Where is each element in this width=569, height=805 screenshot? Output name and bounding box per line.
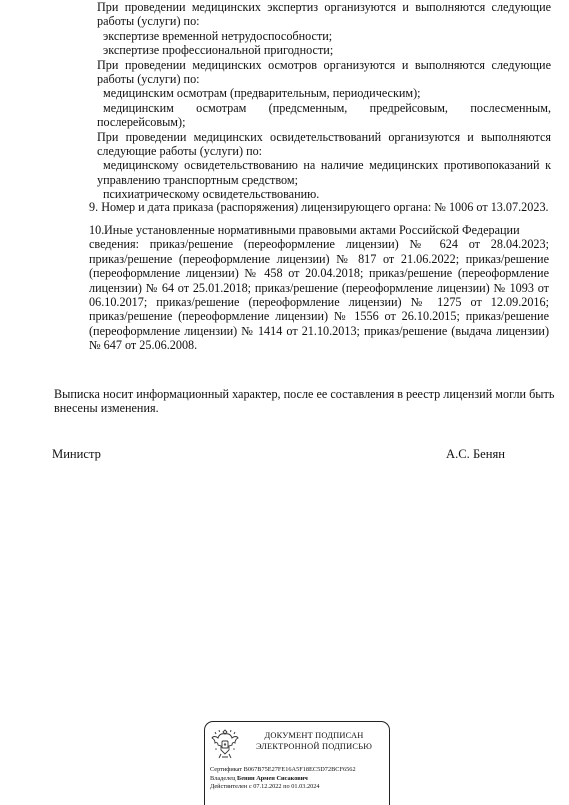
list-item xyxy=(97,101,551,115)
item-text xyxy=(89,223,549,353)
item-10-line: приказ/решение (переоформление лицензии) № 1556 от 26.10.2015; приказ/решение xyxy=(89,309,549,324)
certificate-owner xyxy=(210,775,385,784)
paragraph-line: При проведении медицинских освидетельствований организуются и выполняются xyxy=(97,129,551,144)
item-9 xyxy=(89,200,559,214)
item-10-line: № 647 от 25.06.2008. xyxy=(89,338,198,353)
stamp-info xyxy=(210,766,385,792)
list-item: управлению транспортным средством; xyxy=(97,172,298,187)
section-8-continuation xyxy=(97,0,551,202)
paragraph-line: следующие работы (услуги) по: xyxy=(97,144,263,159)
certificate-number: Сертификат B067B75E27FE16A5F18EC5D72BCF6562 xyxy=(210,766,356,773)
list-item: медицинскому освидетельствованию на наличие медицинских противопоказаний к xyxy=(103,158,551,173)
stamp-title xyxy=(243,731,385,752)
item-10-line: (переоформление лицензии) № 1414 от 21.10.2013; приказ/решение (выдача лицензии) xyxy=(89,323,549,338)
owner-label: Владелец xyxy=(210,774,236,782)
item-number: 9. xyxy=(89,200,99,214)
coat-of-arms-icon xyxy=(210,727,240,761)
owner-name: Бенян Армен Сисакович xyxy=(237,774,308,782)
list-item: психиатрическому освидетельствованию. xyxy=(103,187,320,202)
item-10-line: лицензии) № 64 от 25.01.2018; приказ/решение (переоформление лицензии) № 1093 от xyxy=(89,280,549,295)
list-item: экспертизе временной нетрудоспособности; xyxy=(103,28,333,43)
item-number: 10. xyxy=(89,223,105,237)
paragraph-line: При проведении медицинских экспертиз организуются и выполняются следующие xyxy=(97,0,551,14)
signatory-position: Министр xyxy=(52,447,101,461)
item-10-line: 06.10.2017; приказ/решение (переоформление лицензии) № 1275 от 12.09.2016; xyxy=(89,295,549,310)
item-10-line: Иные установленные нормативными правовыми актами Российской Федерации xyxy=(104,223,520,237)
spread-line xyxy=(103,101,551,115)
item-text: Номер и дата приказа (распоряжения) лицензирующего органа: № 1006 от 13.07.2023. xyxy=(101,200,549,214)
item-10-line: (переоформление лицензии) № 458 от 20.04.2018; приказ/решение (переоформление xyxy=(89,266,549,281)
list-item: медицинским осмотрам (предварительным, периодическим); xyxy=(103,86,421,101)
item-10-line: сведения: приказ/решение (переоформление лицензии) № 624 от 28.04.2023; xyxy=(89,237,549,252)
stamp-title-line: ДОКУМЕНТ ПОДПИСАН xyxy=(264,731,364,740)
certificate-validity: Действителен с 07.12.2022 по 01.03.2024 xyxy=(210,783,320,791)
signatory-name: А.С. Бенян xyxy=(446,447,506,461)
paragraph-line: работы (услуги) по: xyxy=(97,72,200,87)
item-10-line: приказ/решение (переоформление лицензии) № 817 от 21.06.2022; приказ/решение xyxy=(89,251,549,266)
list-item: послерейсовым); xyxy=(97,115,186,130)
notice-text xyxy=(54,387,554,416)
electronic-signature-stamp xyxy=(204,721,390,805)
paragraph-line: работы (услуги) по: xyxy=(97,14,200,29)
notice-line: внесены изменения. xyxy=(54,401,159,416)
notice-line: Выписка носит информационный характер, после ее составления в реестр лицензий могли быть xyxy=(54,387,555,401)
paragraph-line: При проведении медицинских осмотров организуются и выполняются следующие xyxy=(97,57,551,72)
stamp-title-line: ЭЛЕКТРОННОЙ ПОДПИСЬЮ xyxy=(255,741,373,751)
list-item: экспертизе профессиональной пригодности; xyxy=(103,43,334,58)
list-item-text: медицинским осмотрам (предсменным, предрейсовым, послесменным, xyxy=(103,100,551,115)
